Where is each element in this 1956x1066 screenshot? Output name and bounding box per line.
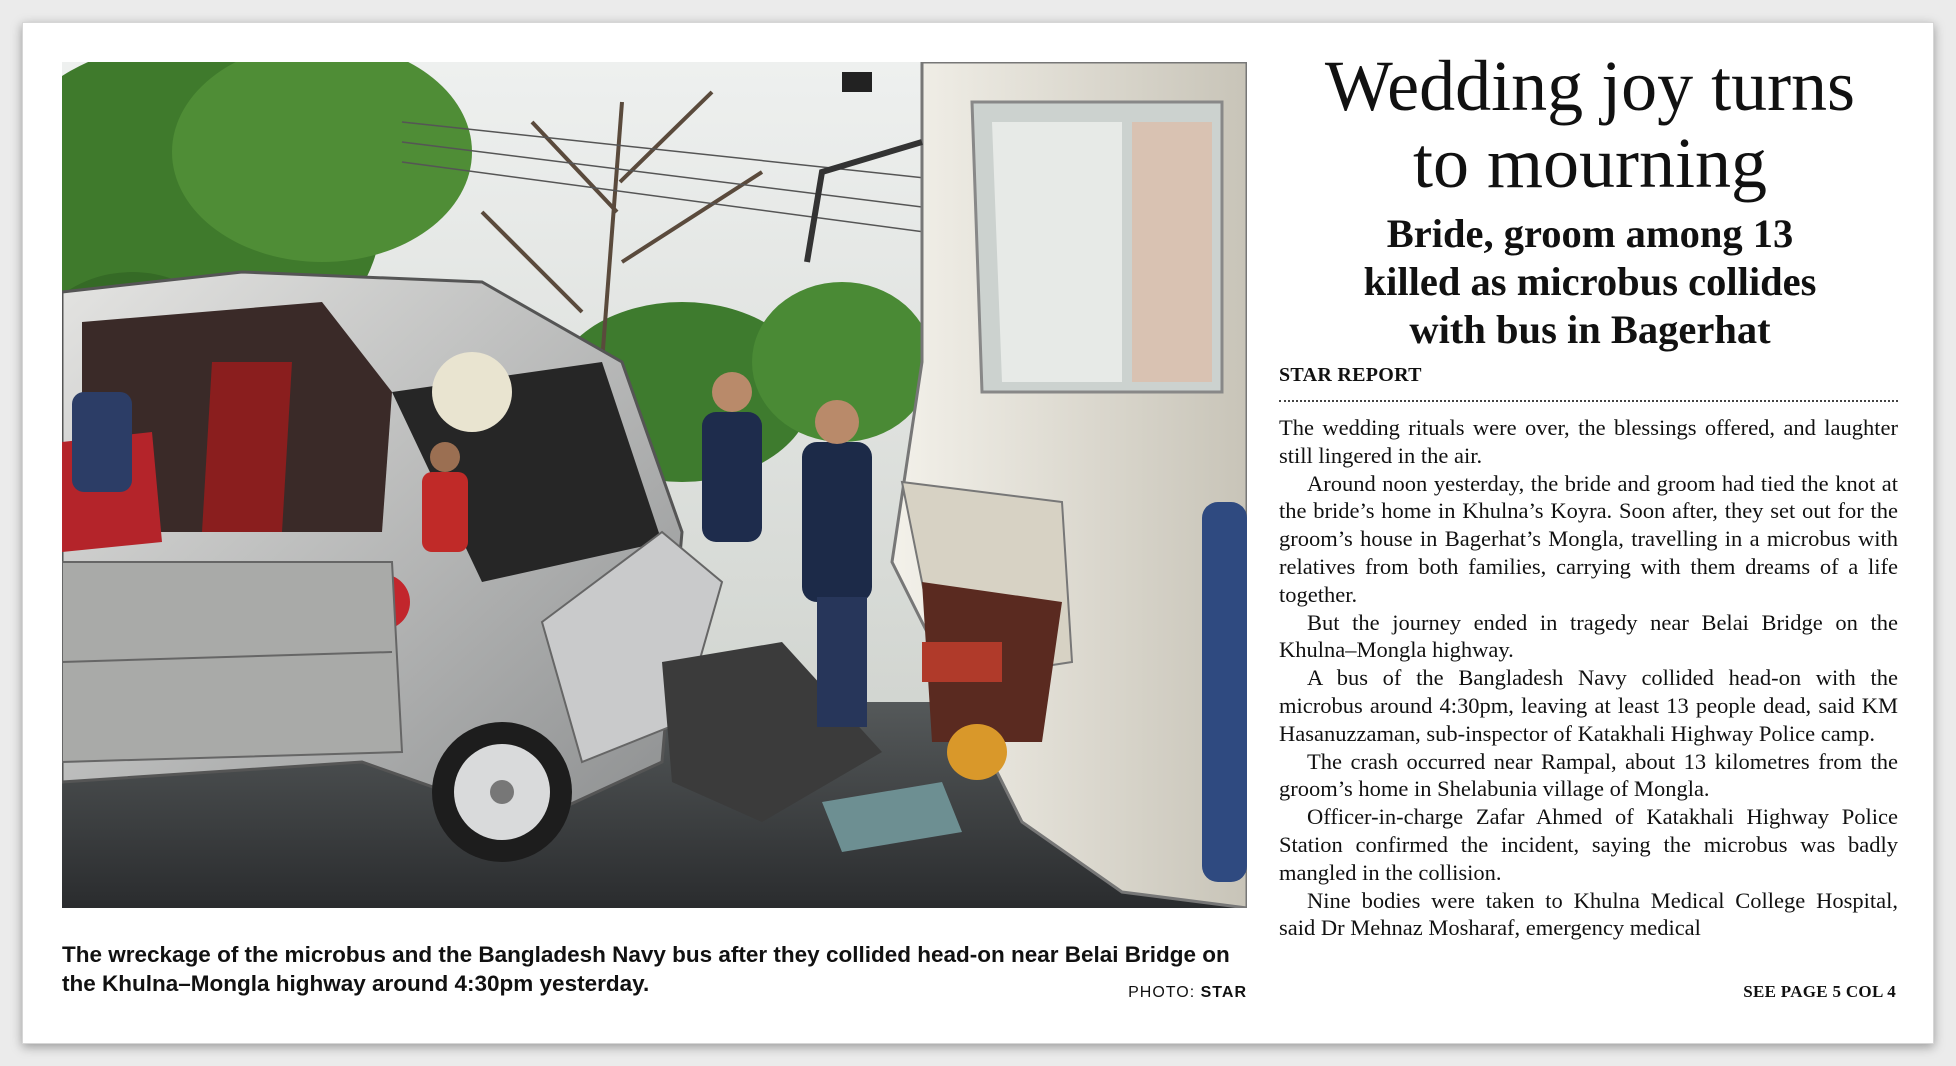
- subheadline: [1276, 210, 1904, 354]
- subheadline-line-2: killed as microbus collides: [1363, 259, 1817, 304]
- wreckage-illustration: [62, 62, 1247, 908]
- photo-credit: [1128, 984, 1247, 1002]
- article-paragraph: The wedding rituals were over, the blessings offered, and laughter still lingered in the air.: [1279, 415, 1898, 468]
- headline-line-1: Wedding joy turns: [1324, 46, 1856, 126]
- photo-credit-source: STAR: [1200, 984, 1247, 1001]
- headline: [1270, 48, 1910, 202]
- article-paragraph: A bus of the Bangladesh Navy collided head-on with the microbus around 4:30pm, leaving at least 13 people dead, said KM Hasanuzzaman, sub-inspector of Katakhali Highway Police camp.: [1279, 665, 1898, 746]
- article-paragraph: But the journey ended in tragedy near Belai Bridge on the Khulna–Mongla highway.: [1279, 609, 1898, 663]
- article-paragraph: Officer-in-charge Zafar Ahmed of Katakhali Highway Police Station confirmed the incident, saying the microbus was badly mangled in the collision.: [1279, 804, 1898, 885]
- photo-credit-label: PHOTO:: [1128, 984, 1196, 1001]
- subheadline-line-1: Bride, groom among 13: [1386, 211, 1794, 256]
- subheadline-line-3: with bus in Bagerhat: [1409, 307, 1771, 352]
- article-paragraph: Around noon yesterday, the bride and groom had tied the knot at the bride’s home in Khulna’s Koyra. Soon after, they set out for the groom’s house in Bagerhat’s Mongla, travelling in a microbus with relatives from both families, carrying with them dreams of a life together.: [1279, 470, 1898, 607]
- dotted-divider: [1279, 400, 1898, 402]
- article-paragraph: The crash occurred near Rampal, about 13 kilometres from the groom’s home in Shelabunia village of Mongla.: [1279, 748, 1898, 802]
- continuation-jump: SEE PAGE 5 COL 4: [1743, 982, 1896, 1001]
- photo-caption: The wreckage of the microbus and the Bangladesh Navy bus after they collided head-on near Belai Bridge on the Khulna–Mongla highway around 4:30pm yesterday.: [62, 942, 1230, 996]
- crash-photo: [62, 62, 1247, 908]
- headline-line-2: to mourning: [1413, 123, 1767, 203]
- byline: STAR REPORT: [1279, 364, 1422, 386]
- article-body: [1279, 414, 1898, 942]
- article-paragraph: Nine bodies were taken to Khulna Medical College Hospital, said Dr Mehnaz Mosharaf, emergency medical: [1279, 887, 1898, 941]
